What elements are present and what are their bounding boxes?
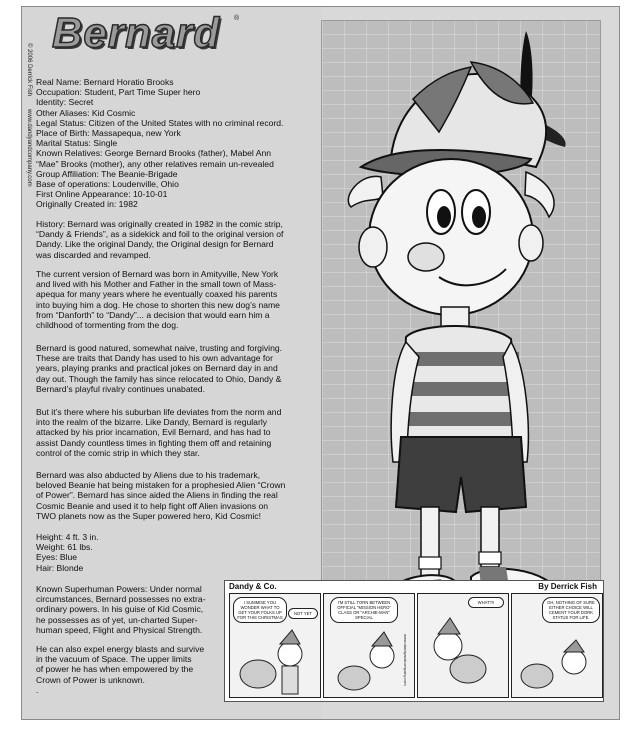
stat-line: Group Affiliation: The Beanie-Brigade [36, 168, 178, 179]
text-line: Bernard is good natured, somewhat naive, trusting and forgiving. [36, 343, 283, 353]
stat-line: Occupation: Student, Part Time Super hero [36, 87, 201, 98]
stat-line: Legal Status: Citizen of the United States with no criminal record. [36, 117, 284, 128]
text-line: He can also expel energy blasts and survive [36, 644, 205, 654]
text-line: The current version of Bernard was born in Amityville, New York [36, 269, 279, 279]
rivalry-paragraph [36, 407, 316, 458]
powers-paragraph [36, 584, 221, 635]
stat-line: First Online Appearance: 10-10-01 [36, 189, 168, 200]
text-line: beloved Beanie hat being mistaken for a prophesied Alien “Crown [36, 480, 286, 491]
stat-line: Originally Created in: 1982 [36, 199, 138, 210]
text-line: day out. Though the family has since relocated to Ohio, Dandy & [36, 373, 282, 384]
speech-bubble: NOT YET [288, 608, 318, 619]
character-sheet [21, 6, 620, 720]
text-line: of power he has when empowered by the [36, 664, 194, 675]
text-line: attacked by his prior incarnation, Evil Bernard, and has had to [36, 427, 271, 438]
text-line: “Dandy & Friends”, as a sidekick and foil to the original version of [36, 229, 284, 240]
speech-bubble: WHAT?!! [468, 597, 504, 608]
speech-bubble: OH, NOTHING OF SURE EITHER CHOICE WILL CEMENT YOUR DORK STATUS FOR LIFE. [542, 597, 600, 623]
history-paragraph [36, 219, 316, 260]
text-line: and lived with his Mother and Father in the small town of Mass- [36, 279, 277, 290]
text-line: Known Superhuman Powers: Under normal [36, 584, 202, 594]
text-line: TWO planets now as the Super powered hero, Kid Cosmic! [36, 510, 261, 521]
panel-art [418, 614, 508, 697]
text-line: childhood of tormenting from the dog. [36, 320, 179, 331]
aliens-paragraph [36, 470, 316, 521]
registered-mark: ® [234, 15, 240, 22]
text-line: Cosmic Beanie and used it to help fight off Alien invasions on [36, 500, 269, 511]
text-line: years, playing pranks and practical jokes on Bernard day in and [36, 363, 278, 374]
comic-panel-4 [511, 593, 603, 698]
stat-line: Place of Birth: Massapequa, new York [36, 128, 181, 139]
comic-panel-1 [229, 593, 321, 698]
comic-panel-3 [417, 593, 509, 698]
stats-block [36, 77, 316, 210]
text-line: Height: 4 ft. 3 in. [36, 532, 99, 542]
stat-line: Marital Status: Single [36, 138, 118, 149]
text-line: he possesses as of yet, un-charted Super- [36, 614, 198, 625]
text-line: circumstances, Bernard possesses no extra- [36, 594, 206, 605]
text-line: assist Dandy countless times in fighting them off and retaining [36, 437, 272, 448]
website-url: www.dandyandcompany.com [26, 109, 32, 187]
panel-art [230, 624, 320, 697]
stat-line: Other Aliases: Kid Cosmic [36, 107, 136, 118]
stat-line: Real Name: Bernard Horatio Brooks [36, 77, 174, 87]
physical-stats [36, 532, 316, 573]
text-line: control of the comic strip in which they star. [36, 447, 200, 458]
text-line: Hair: Blonde [36, 562, 84, 573]
speech-bubble: I'M STILL TORN BETWEEN OFFICIAL “MISSION HERO” CLASS OR “ARCHIE-MAN” SPECIAL [330, 597, 398, 623]
copyright-note: © 2006 Derrick Fish [26, 43, 32, 97]
page-title: Bernard [52, 9, 221, 56]
stat-line: Identity: Secret [36, 97, 94, 108]
panel-art [512, 638, 602, 697]
text-line: apequa for many years where he eventually coaxed his parents [36, 289, 278, 300]
stat-line: “Mae” Brooks (mother), any other relatives remain un-revealed [36, 158, 274, 169]
panel-art [324, 630, 414, 697]
comic-credit: By Derrick Fish [538, 582, 597, 591]
comic-strip [224, 580, 604, 702]
text-line: was discarded and revamped. [36, 249, 151, 260]
text-line: Weight: 61 lbs. [36, 542, 93, 553]
text-line: into the realm of the bizarre. Like Dandy, Bernard is regularly [36, 417, 268, 428]
text-line: ordinary powers. In his guise of Kid Cosmic, [36, 604, 204, 615]
origin-paragraph [36, 269, 316, 330]
comic-panel-2 [323, 593, 415, 698]
panel-url: www.dandyandcompany.com [403, 634, 408, 686]
text-line: in the vacuum of Space. The upper limits [36, 654, 192, 665]
text-line: But it’s there where his suburban life deviates from the norm and [36, 407, 282, 417]
text-line: Eyes: Blue [36, 552, 78, 563]
speech-bubble: I SUMMISE YOU WONDER WHAT TO GET YOUR FOLKS UP FOR THIS CHRISTMAS [233, 597, 287, 623]
text-line: from “Danforth” to “Dandy”... a decision that would earn him a [36, 309, 270, 320]
text-line: into buying him a dog. He chose to shorten this new dog’s name [36, 299, 280, 310]
personality-paragraph [36, 343, 316, 394]
text-line: . [36, 684, 39, 695]
text-line: These are traits that Dandy has used to his own advantage for [36, 353, 273, 364]
powers-limits-paragraph [36, 644, 221, 695]
text-line: human speed, Flight and Physical Strength. [36, 624, 203, 635]
text-line: Crown of Power is unknown. [36, 674, 145, 685]
text-line: Bernard was also abducted by Aliens due to his trademark, [36, 470, 261, 480]
text-line: Bernard’s playful rivalry continues unabated. [36, 383, 205, 394]
text-line: of Power”. Bernard has since aided the Aliens in finding the real [36, 490, 278, 501]
comic-title: Dandy & Co. [229, 582, 277, 591]
text-line: History: Bernard was originally created in 1982 in the comic strip, [36, 219, 283, 229]
stat-line: Known Relatives: George Bernard Brooks (father), Mabel Ann [36, 148, 272, 159]
text-line: Dandy. Like the original Dandy, the Original design for Bernard [36, 239, 274, 250]
stat-line: Base of operations: Loudenville, Ohio [36, 179, 179, 190]
